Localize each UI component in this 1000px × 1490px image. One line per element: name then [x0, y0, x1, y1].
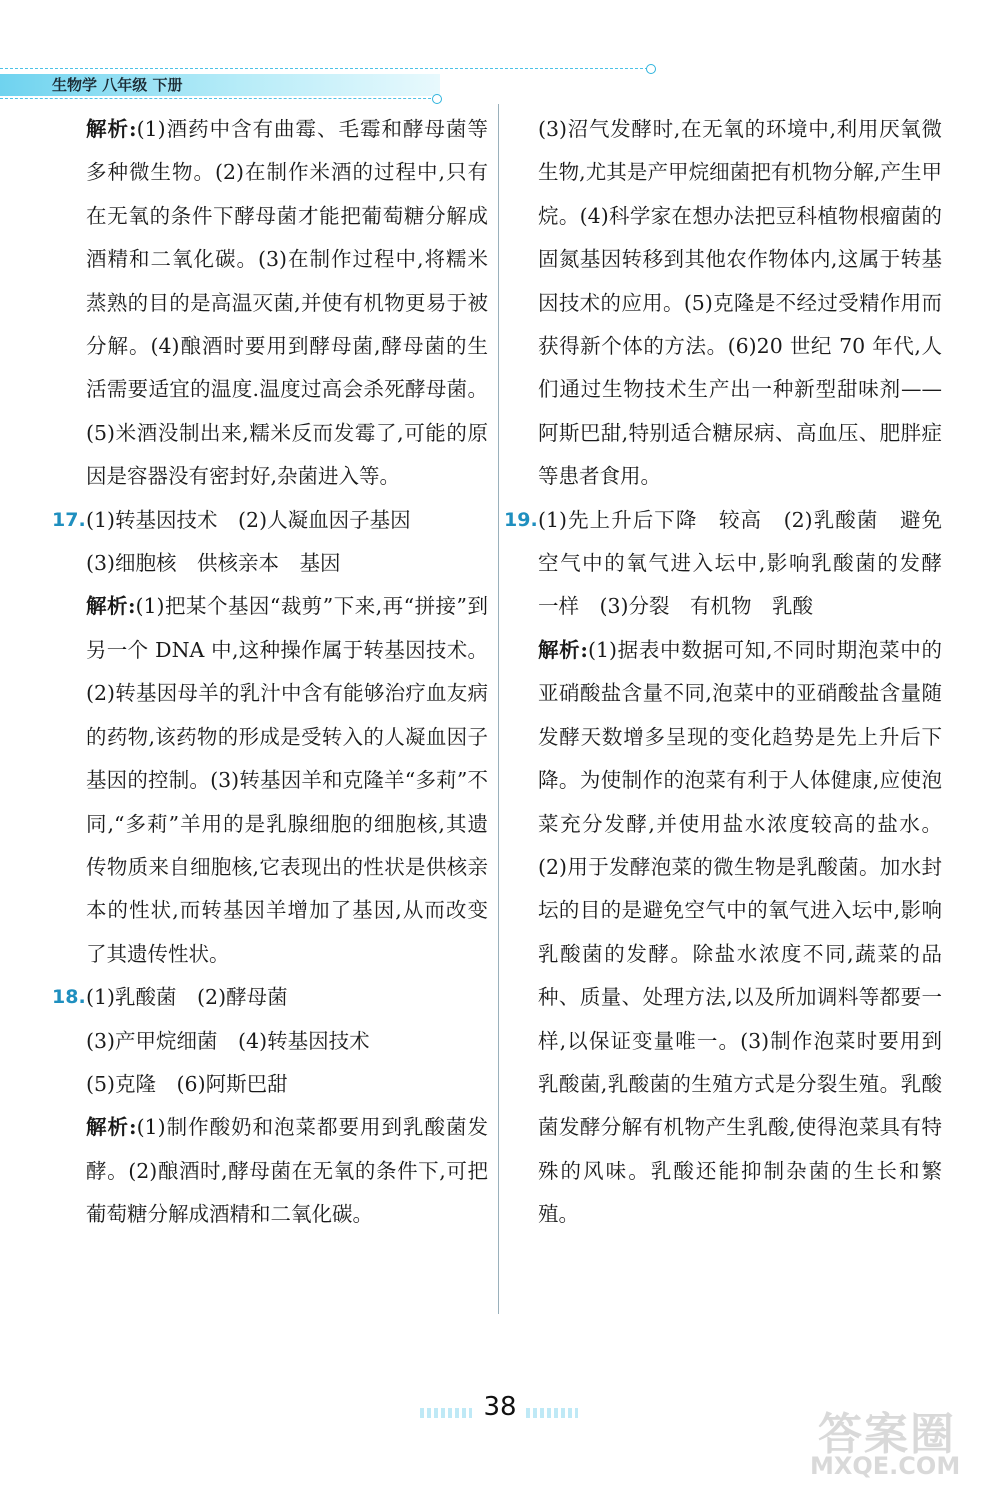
analysis-text: (1)制作酸奶和泡菜都要用到乳酸菌发酵。(2)酿酒时,酵母菌在无氧的条件下,可把葡萄糖分解成酒精和二氧化碳。 — [86, 1115, 488, 1227]
analysis-label: 解析: — [86, 594, 136, 619]
q19-answer — [504, 499, 963, 629]
column-divider — [498, 104, 499, 1314]
analysis-label: 解析: — [538, 637, 588, 662]
page-footer — [420, 1392, 580, 1432]
header-dashed-line-top — [0, 68, 648, 69]
header-dashed-line-bottom — [0, 98, 436, 99]
header-circle-ornament-bottom — [432, 94, 442, 104]
analysis-label: 解析: — [86, 117, 137, 141]
analysis-text: (1)据表中数据可知,不同时期泡菜中的亚硝酸盐含量不同,泡菜中的亚硝酸盐含量随发酵天数增多呈现的变化趋势是先上升后下降。为使制作的泡菜有利于人体健康,应使泡菜充分发酵,并使用盐水浓度较高的盐水。(2)用于发酵泡菜的微生物是乳酸菌。加水封坛的目的是避免空气中的氧气进入坛中,影响乳酸菌的发酵。除盐水浓度不同,蔬菜的品种、质量、处理方法,以及所加调料等都要一样,以保证变量唯一。(3)制作泡菜时要用到乳酸菌,乳酸菌的生殖方式是分裂生殖。乳酸菌发酵分解有机物产生乳酸,使得泡菜具有特殊的风味。乳酸还能抑制杂菌的生长和繁殖。 — [538, 637, 942, 1227]
q17-answer-line1 — [52, 499, 488, 542]
analysis-label: 解析: — [86, 1115, 137, 1140]
q18-answer-line2: (3)产甲烷细菌 (4)转基因技术 — [86, 1028, 370, 1053]
footer-ornament-left — [420, 1408, 472, 1418]
analysis-text: (1)把某个基因“裁剪”下来,再“拼接”到另一个 DNA 中,这种操作属于转基因技术。(2)转基因母羊的乳汁中含有能够治疗血友病的药物,该药物的形成是受转入的人凝血因子基因的控制。(3)转基因羊和克隆羊“多莉”不同,“多莉”羊用的是乳腺细胞的细胞核,其遗传物质来自细胞核,它表现出的性状是供核亲本的性状,而转基因羊增加了基因,从而改变了其遗传性状。 — [86, 594, 488, 966]
site-watermark — [800, 1398, 990, 1488]
answer-text: (1)先上升后下降 较高 (2)乳酸菌 避免空气中的氧气进入坛中,影响乳酸菌的发酵 一样 (3)分裂 有机物 乳酸 — [538, 507, 963, 619]
analysis-text: (1)酒药中含有曲霉、毛霉和酵母菌等多种微生物。(2)在制作米酒的过程中,只有在无氧的条件下酵母菌才能把葡萄糖分解成酒精和二氧化碳。(3)在制作过程中,将糯米蒸熟的目的是高温灭菌,并使有机物更易于被分解。(4)酿酒时要用到酵母菌,酵母菌的生活需要适宜的温度.温度过高会杀死酵母菌。(5)米酒没制出来,糯米反而发霉了,可能的原因是容器没有密封好,杂菌进入等。 — [86, 117, 488, 489]
q17-answer-line2: (3)细胞核 供核亲本 基因 — [86, 551, 341, 576]
answer-text: (1)转基因技术 (2)人凝血因子基因 — [86, 507, 411, 532]
q18-answer-line1 — [52, 976, 488, 1019]
right-column — [504, 108, 963, 1237]
answer-text: (1)乳酸菌 (2)酵母菌 — [86, 985, 288, 1010]
question-number: 18. — [52, 986, 86, 1009]
watermark-logo-text: 答案圈 — [818, 1409, 956, 1460]
book-title: 生物学 八年级 下册 — [52, 76, 183, 94]
q16-analysis — [60, 108, 488, 499]
q17-analysis — [60, 585, 488, 976]
page-header — [0, 62, 660, 102]
watermark-url: MXQE.COM — [810, 1452, 961, 1480]
footer-ornament-right — [526, 1408, 578, 1418]
question-number: 19. — [504, 508, 538, 531]
q19-analysis — [512, 629, 942, 1237]
q18-analysis-continued: (3)沼气发酵时,在无氧的环境中,利用厌氧微生物,尤其是产甲烷细菌把有机物分解,产生甲烷。(4)科学家在想办法把豆科植物根瘤菌的固氮基因转移到其他农作物体内,这属于转基因技术的应用。(5)克隆是不经过受精作用而获得新个体的方法。(6)20 世纪 70 年代,人们通过生物技术生产出一种新型甜味剂——阿斯巴甜,特别适合糖尿病、高血压、肥胖症等患者食用。 — [538, 117, 942, 489]
left-column — [52, 108, 488, 1237]
question-number: 17. — [52, 508, 86, 531]
page-number: 38 — [483, 1392, 517, 1422]
q18-analysis — [60, 1106, 488, 1236]
header-circle-ornament-top — [646, 64, 656, 74]
q18-answer-line3: (5)克隆 (6)阿斯巴甜 — [86, 1071, 288, 1096]
